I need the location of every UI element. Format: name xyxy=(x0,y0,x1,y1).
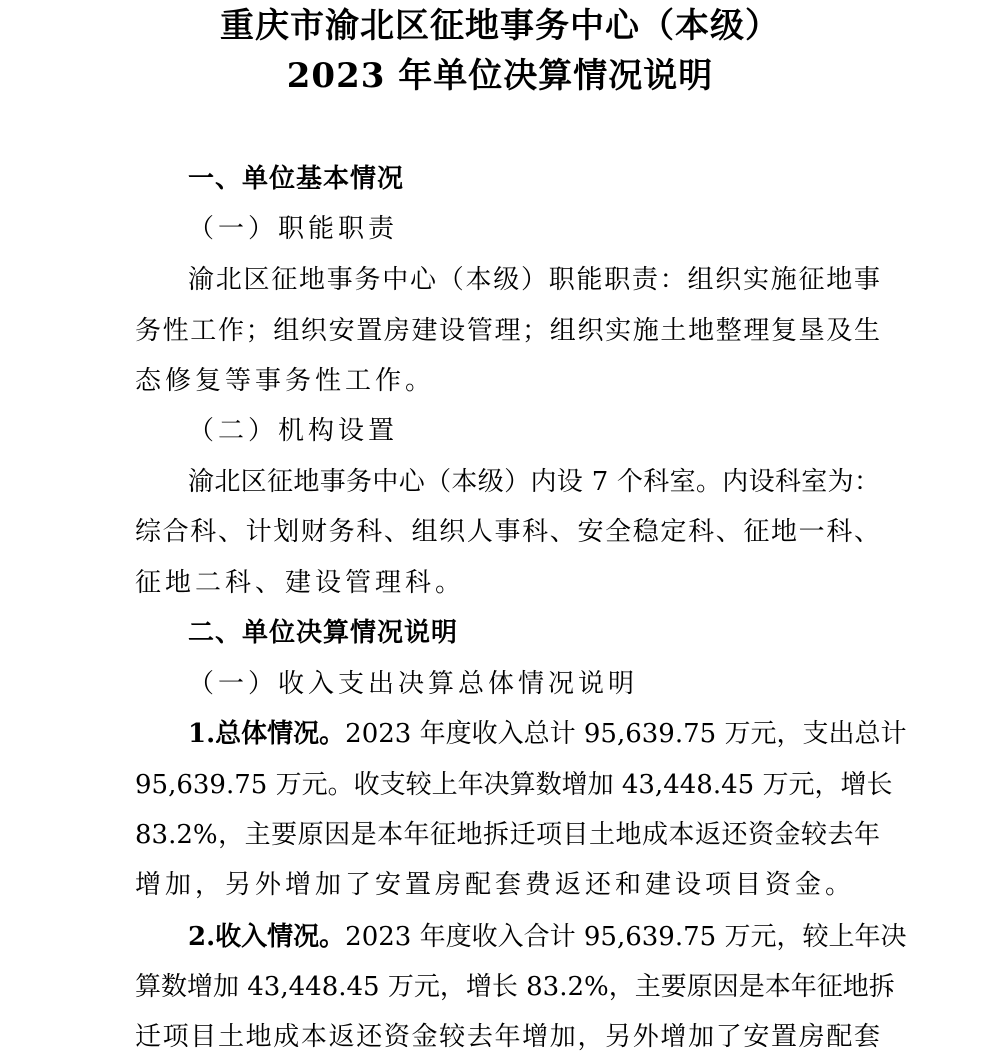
paragraph2-line3: 迁项目土地成本返还资金较去年增加，另外增加了安置房配套 xyxy=(135,1022,880,1052)
paragraph2-label: 2.收入情况。 xyxy=(188,922,346,952)
section1-sub1-line2: 务性工作；组织安置房建设管理；组织实施土地整理复垦及生 xyxy=(135,316,880,346)
section2-heading: 二、单位决算情况说明 xyxy=(188,618,459,648)
paragraph1-line4: 增加，另外增加了安置房配套费返还和建设项目资金。 xyxy=(135,870,856,900)
section1-sub1-heading: （一）职能职责 xyxy=(188,214,399,244)
paragraph2-line1-text: 2023 年度收入合计 95,639.75 万元，较上年决 xyxy=(345,922,907,952)
section2-sub1-heading: （一）收入支出决算总体情况说明 xyxy=(188,669,639,699)
section1-sub2-heading: （二）机构设置 xyxy=(188,416,399,446)
paragraph2-line1 xyxy=(188,920,907,954)
section1-sub1-line1: 渝北区征地事务中心（本级）职能职责：组织实施征地事 xyxy=(188,265,880,295)
section1-heading: 一、单位基本情况 xyxy=(188,164,405,194)
paragraph1-line2: 95,639.75 万元。收支较上年决算数增加 43,448.45 万元，增长 xyxy=(135,770,893,800)
document-title-line2: 2023 年单位决算情况说明 xyxy=(286,56,714,96)
paragraph1-line1 xyxy=(188,717,907,751)
document-title-line1: 重庆市渝北区征地事务中心（本级） xyxy=(220,6,780,46)
paragraph1-line1-text: 2023 年度收入总计 95,639.75 万元，支出总计 xyxy=(345,719,907,749)
section1-sub2-line3: 征地二科、建设管理科。 xyxy=(135,568,466,598)
section1-sub2-line2: 综合科、计划财务科、组织人事科、安全稳定科、征地一科、 xyxy=(135,517,880,547)
paragraph2-line2: 算数增加 43,448.45 万元，增长 83.2%，主要原因是本年征地拆 xyxy=(135,972,895,1002)
paragraph1-line3: 83.2%，主要原因是本年征地拆迁项目土地成本返还资金较去年 xyxy=(135,820,880,850)
section1-sub1-line3: 态修复等事务性工作。 xyxy=(135,366,436,396)
section1-sub2-line1: 渝北区征地事务中心（本级）内设 7 个科室。内设科室为： xyxy=(188,467,880,497)
paragraph1-label: 1.总体情况。 xyxy=(188,719,346,749)
